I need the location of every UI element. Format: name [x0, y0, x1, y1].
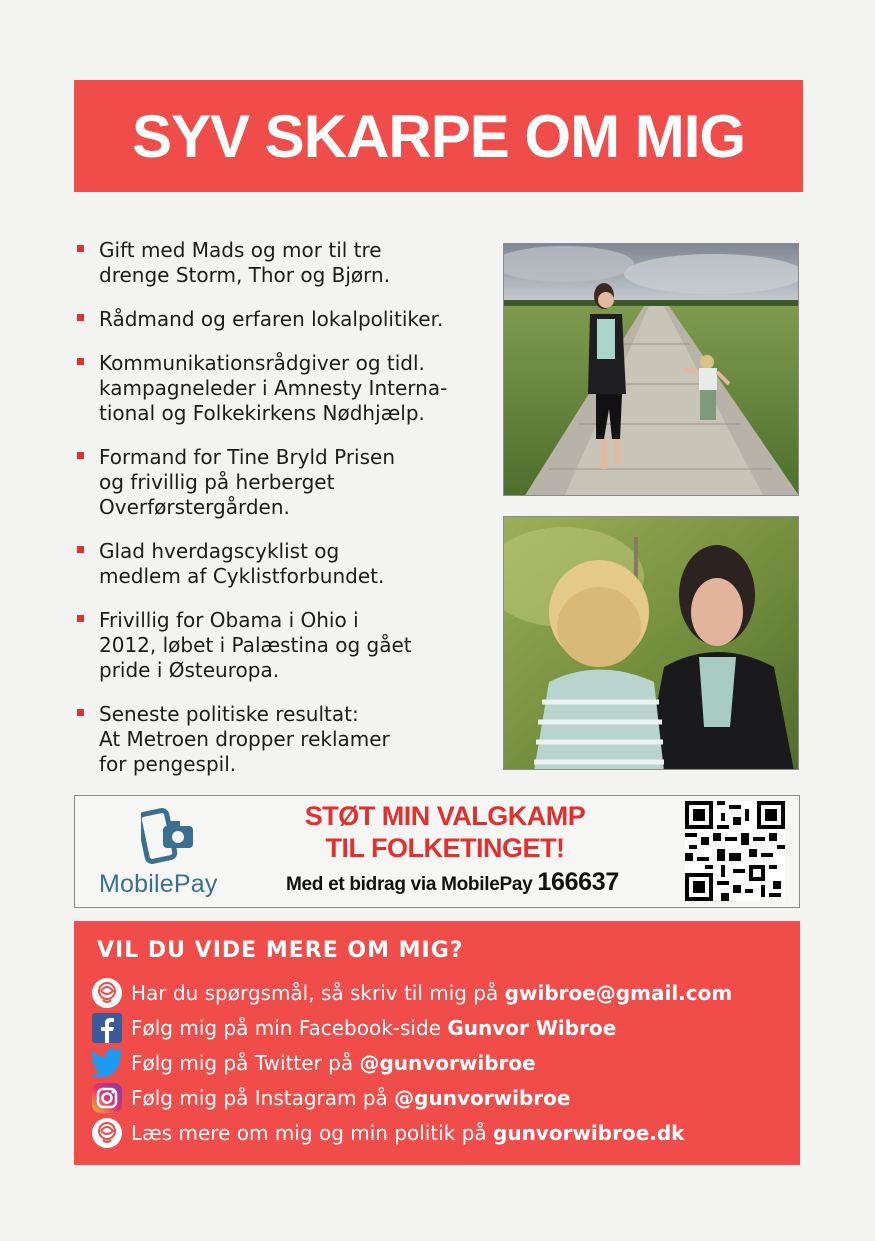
contact-row-label: Følg mig på min Facebook-side — [131, 1016, 448, 1040]
contact-heading: VIL DU VIDE MERE OM MIG? — [97, 938, 464, 963]
twitter-link[interactable]: @gunvorwibroe — [359, 1051, 536, 1075]
list-item-text: Gift med Mads og mor til tre drenge Storm, Thor og Bjørn. — [99, 238, 391, 287]
instagram-icon — [90, 1081, 124, 1115]
contact-row-label: Følg mig på Instagram på — [131, 1086, 395, 1110]
facebook-icon — [90, 1011, 124, 1045]
fact-list — [76, 238, 496, 796]
mobilepay-box — [74, 795, 800, 908]
list-item — [76, 351, 496, 426]
bullet-square — [77, 245, 84, 252]
mobilepay-logo-icon — [141, 806, 197, 870]
list-item-text: Kommunikationsrådgiver og tidl. kampagneleder i Amnesty Interna- tional og Folkekirkens Nødhjælp. — [99, 351, 448, 425]
email-link[interactable]: gwibroe@gmail.com — [504, 981, 733, 1005]
list-item — [76, 702, 496, 777]
list-item-text: Glad hverdagscyklist og medlem af Cyklistforbundet. — [99, 539, 385, 588]
rose-icon — [90, 976, 124, 1010]
contact-row-website[interactable] — [90, 1116, 684, 1150]
website-link[interactable]: gunvorwibroe.dk — [493, 1121, 685, 1145]
contact-row-instagram[interactable] — [90, 1081, 570, 1115]
bullet-square — [77, 546, 84, 553]
list-item — [76, 445, 496, 520]
contact-row-label: Læs mere om mig og min politik på — [131, 1121, 494, 1145]
twitter-icon — [90, 1046, 124, 1080]
list-item — [76, 238, 496, 288]
contact-row-label: Har du spørgsmål, så skriv til mig på — [131, 981, 505, 1005]
headline-line-1: STØT MIN VALGKAMP — [304, 801, 586, 831]
contact-row-twitter[interactable] — [90, 1046, 536, 1080]
contact-row-facebook[interactable] — [90, 1011, 616, 1045]
contact-row-label: Følg mig på Twitter på — [131, 1051, 360, 1075]
qr-code-icon — [685, 801, 785, 901]
list-item — [76, 608, 496, 683]
facebook-link[interactable]: Gunvor Wibroe — [447, 1016, 617, 1040]
contact-section — [74, 921, 800, 1165]
photo-portrait-with-child — [503, 516, 799, 770]
mobilepay-number: 166637 — [537, 868, 619, 896]
photo-boardwalk — [503, 243, 799, 496]
bullet-square — [77, 709, 84, 716]
instagram-link[interactable]: @gunvorwibroe — [394, 1086, 571, 1110]
list-item-text: Formand for Tine Bryld Prisen og frivillig på herberget Overførstergården. — [99, 445, 395, 519]
bullet-square — [77, 452, 84, 459]
contact-row-email[interactable] — [90, 976, 732, 1010]
headline-line-2: TIL FOLKETINGET! — [325, 833, 565, 863]
mobilepay-subtext — [275, 868, 630, 897]
bullet-square — [77, 358, 84, 365]
page-title: SYV SKARPE OM MIG — [131, 102, 746, 170]
bullet-square — [77, 615, 84, 622]
bullet-square — [77, 314, 84, 321]
mobilepay-logo-text: MobilePay — [99, 870, 218, 898]
mobilepay-headline — [275, 800, 615, 864]
list-item — [76, 539, 496, 589]
list-item-text: Seneste politiske resultat: At Metroen dropper reklamer for pengespil. — [99, 702, 390, 776]
list-item-text: Frivillig for Obama i Ohio i 2012, løbet i Palæstina og gået pride i Østeuropa. — [99, 608, 412, 682]
mobilepay-sub-label: Med et bidrag via MobilePay — [286, 874, 533, 895]
rose-icon — [90, 1116, 124, 1150]
list-item — [76, 307, 496, 332]
title-banner — [74, 80, 803, 192]
list-item-text: Rådmand og erfaren lokalpolitiker. — [99, 307, 444, 331]
